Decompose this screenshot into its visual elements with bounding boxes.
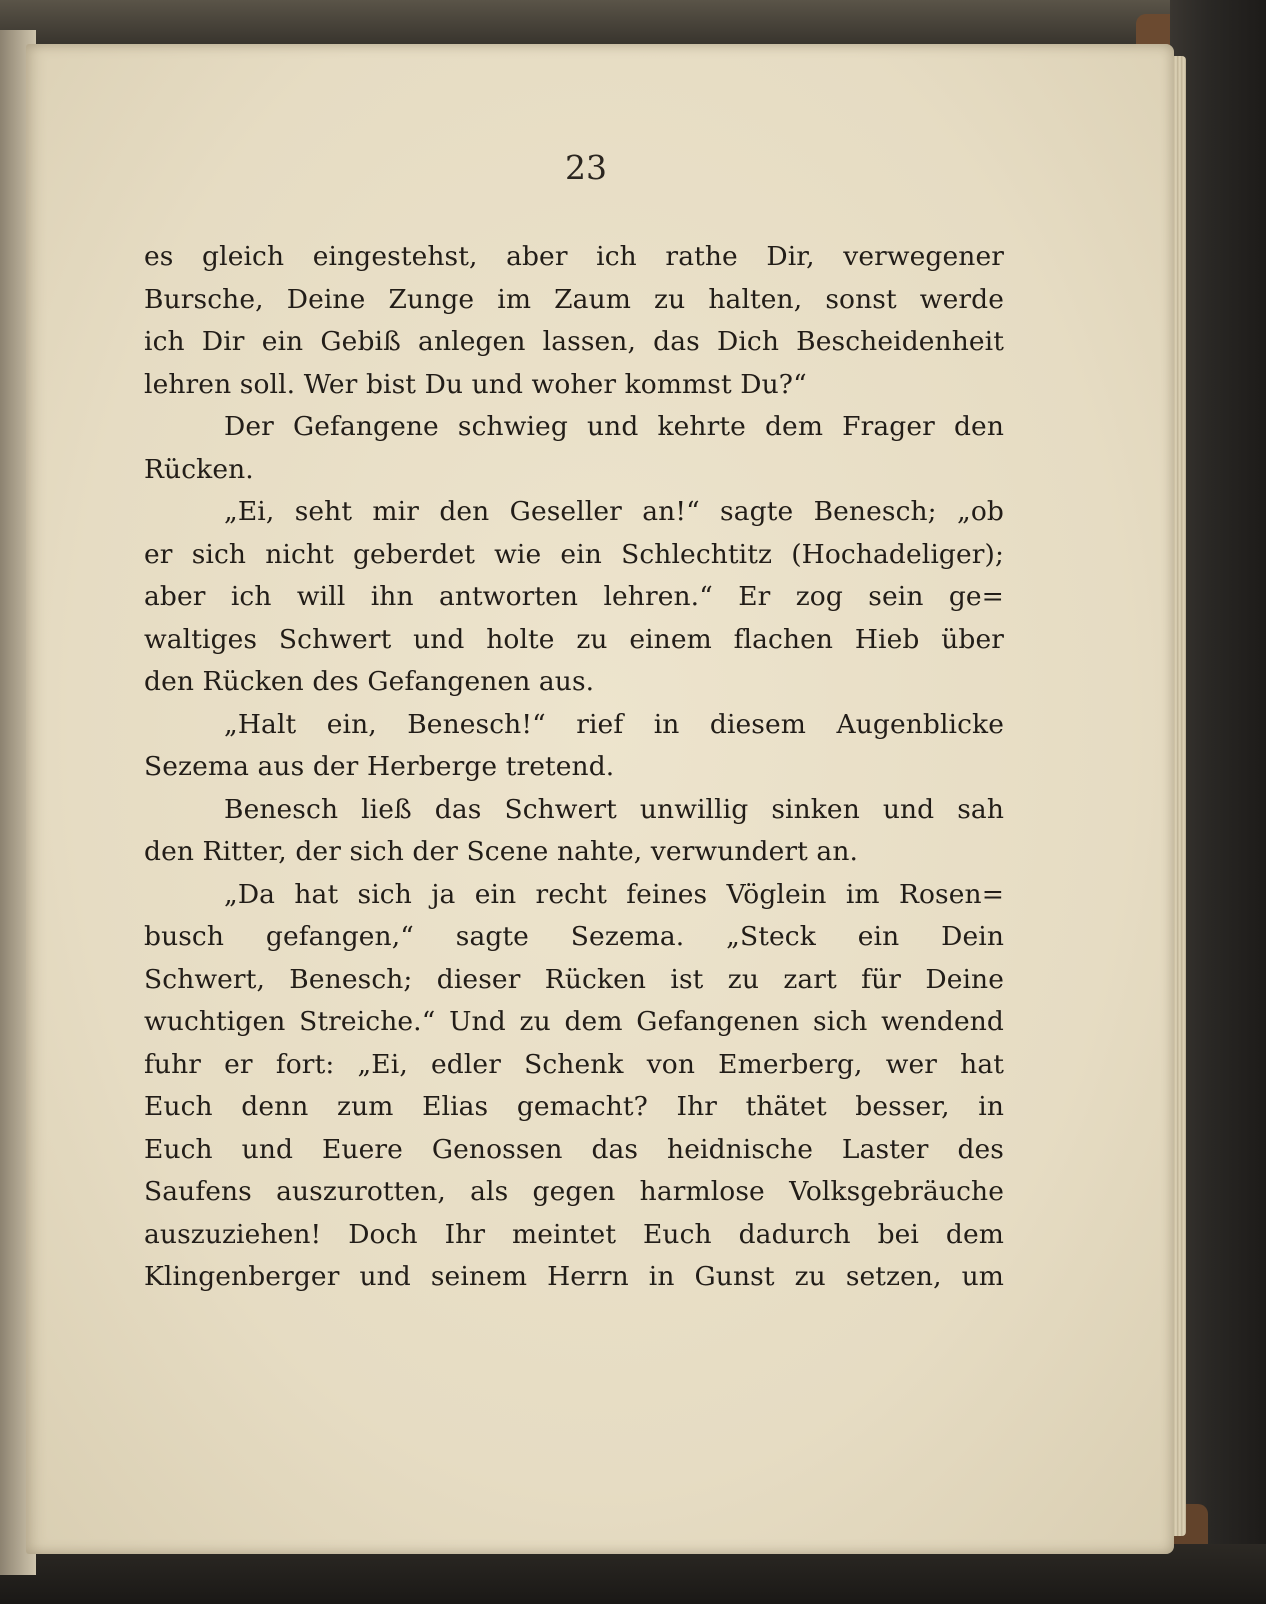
text-line: „Ei, seht mir den Geseller an!“ sagte Benesch; „ob <box>224 496 1004 527</box>
text-line: ich Dir ein Gebiß anlegen lassen, das Dich Bescheidenheit <box>144 326 1004 357</box>
text-line: den Rücken des Gefangenen aus. <box>144 666 595 697</box>
text-line: Euch und Euere Genossen das heidnische Laster des <box>144 1133 1004 1165</box>
text-line: lehren soll. Wer bist Du und woher kommst Du?“ <box>144 368 807 400</box>
text-line: Klingenberger und seinem Herrn in Gunst zu setzen, um <box>144 1261 1004 1292</box>
text-line: „Halt ein, Benesch!“ rief in diesem Augenblicke <box>224 708 1004 740</box>
text-line: wuchtigen Streiche.“ Und zu dem Gefangenen sich wendend <box>144 1006 1004 1037</box>
text-line: busch gefangen,“ sagte Sezema. „Steck ein Dein <box>144 921 1004 952</box>
text-line: Bursche, Deine Zunge im Zaum zu halten, sonst werde <box>144 283 1004 315</box>
text-line: Schwert, Benesch; dieser Rücken ist zu zart für Deine <box>144 963 1004 995</box>
text-line: Benesch ließ das Schwert unwillig sinken und sah <box>224 793 1004 825</box>
page-number: 23 <box>565 148 607 187</box>
text-line: Euch denn zum Elias gemacht? Ihr thätet besser, in <box>144 1091 1004 1122</box>
text-line: Rücken. <box>144 453 254 485</box>
text-line: waltiges Schwert und holte zu einem flachen Hieb über <box>144 623 1004 655</box>
text-line: auszuziehen! Doch Ihr meintet Euch dadurch bei dem <box>144 1218 1004 1250</box>
text-line: „Da hat sich ja ein recht feines Vöglein im Rosen= <box>224 878 1004 910</box>
text-line: aber ich will ihn antworten lehren.“ Er zog sein ge= <box>144 581 1004 612</box>
text-line: es gleich eingestehst, aber ich rathe Dir, verwegener <box>144 241 1004 272</box>
text-line: fuhr er fort: „Ei, edler Schenk von Emerberg, wer hat <box>144 1048 1004 1080</box>
text-line: er sich nicht geberdet wie ein Schlechtitz (Hochadeliger); <box>144 538 1004 570</box>
text-line: Der Gefangene schwieg und kehrte dem Frager den <box>224 411 1004 442</box>
body-text <box>144 236 1004 1299</box>
book-page <box>26 44 1174 1554</box>
text-line: Sezema aus der Herberge tretend. <box>144 751 615 782</box>
page-edges <box>1174 56 1186 1536</box>
text-line: den Ritter, der sich der Scene nahte, verwundert an. <box>144 836 859 867</box>
text-line: Saufens auszurotten, als gegen harmlose Volksgebräuche <box>144 1176 1004 1207</box>
